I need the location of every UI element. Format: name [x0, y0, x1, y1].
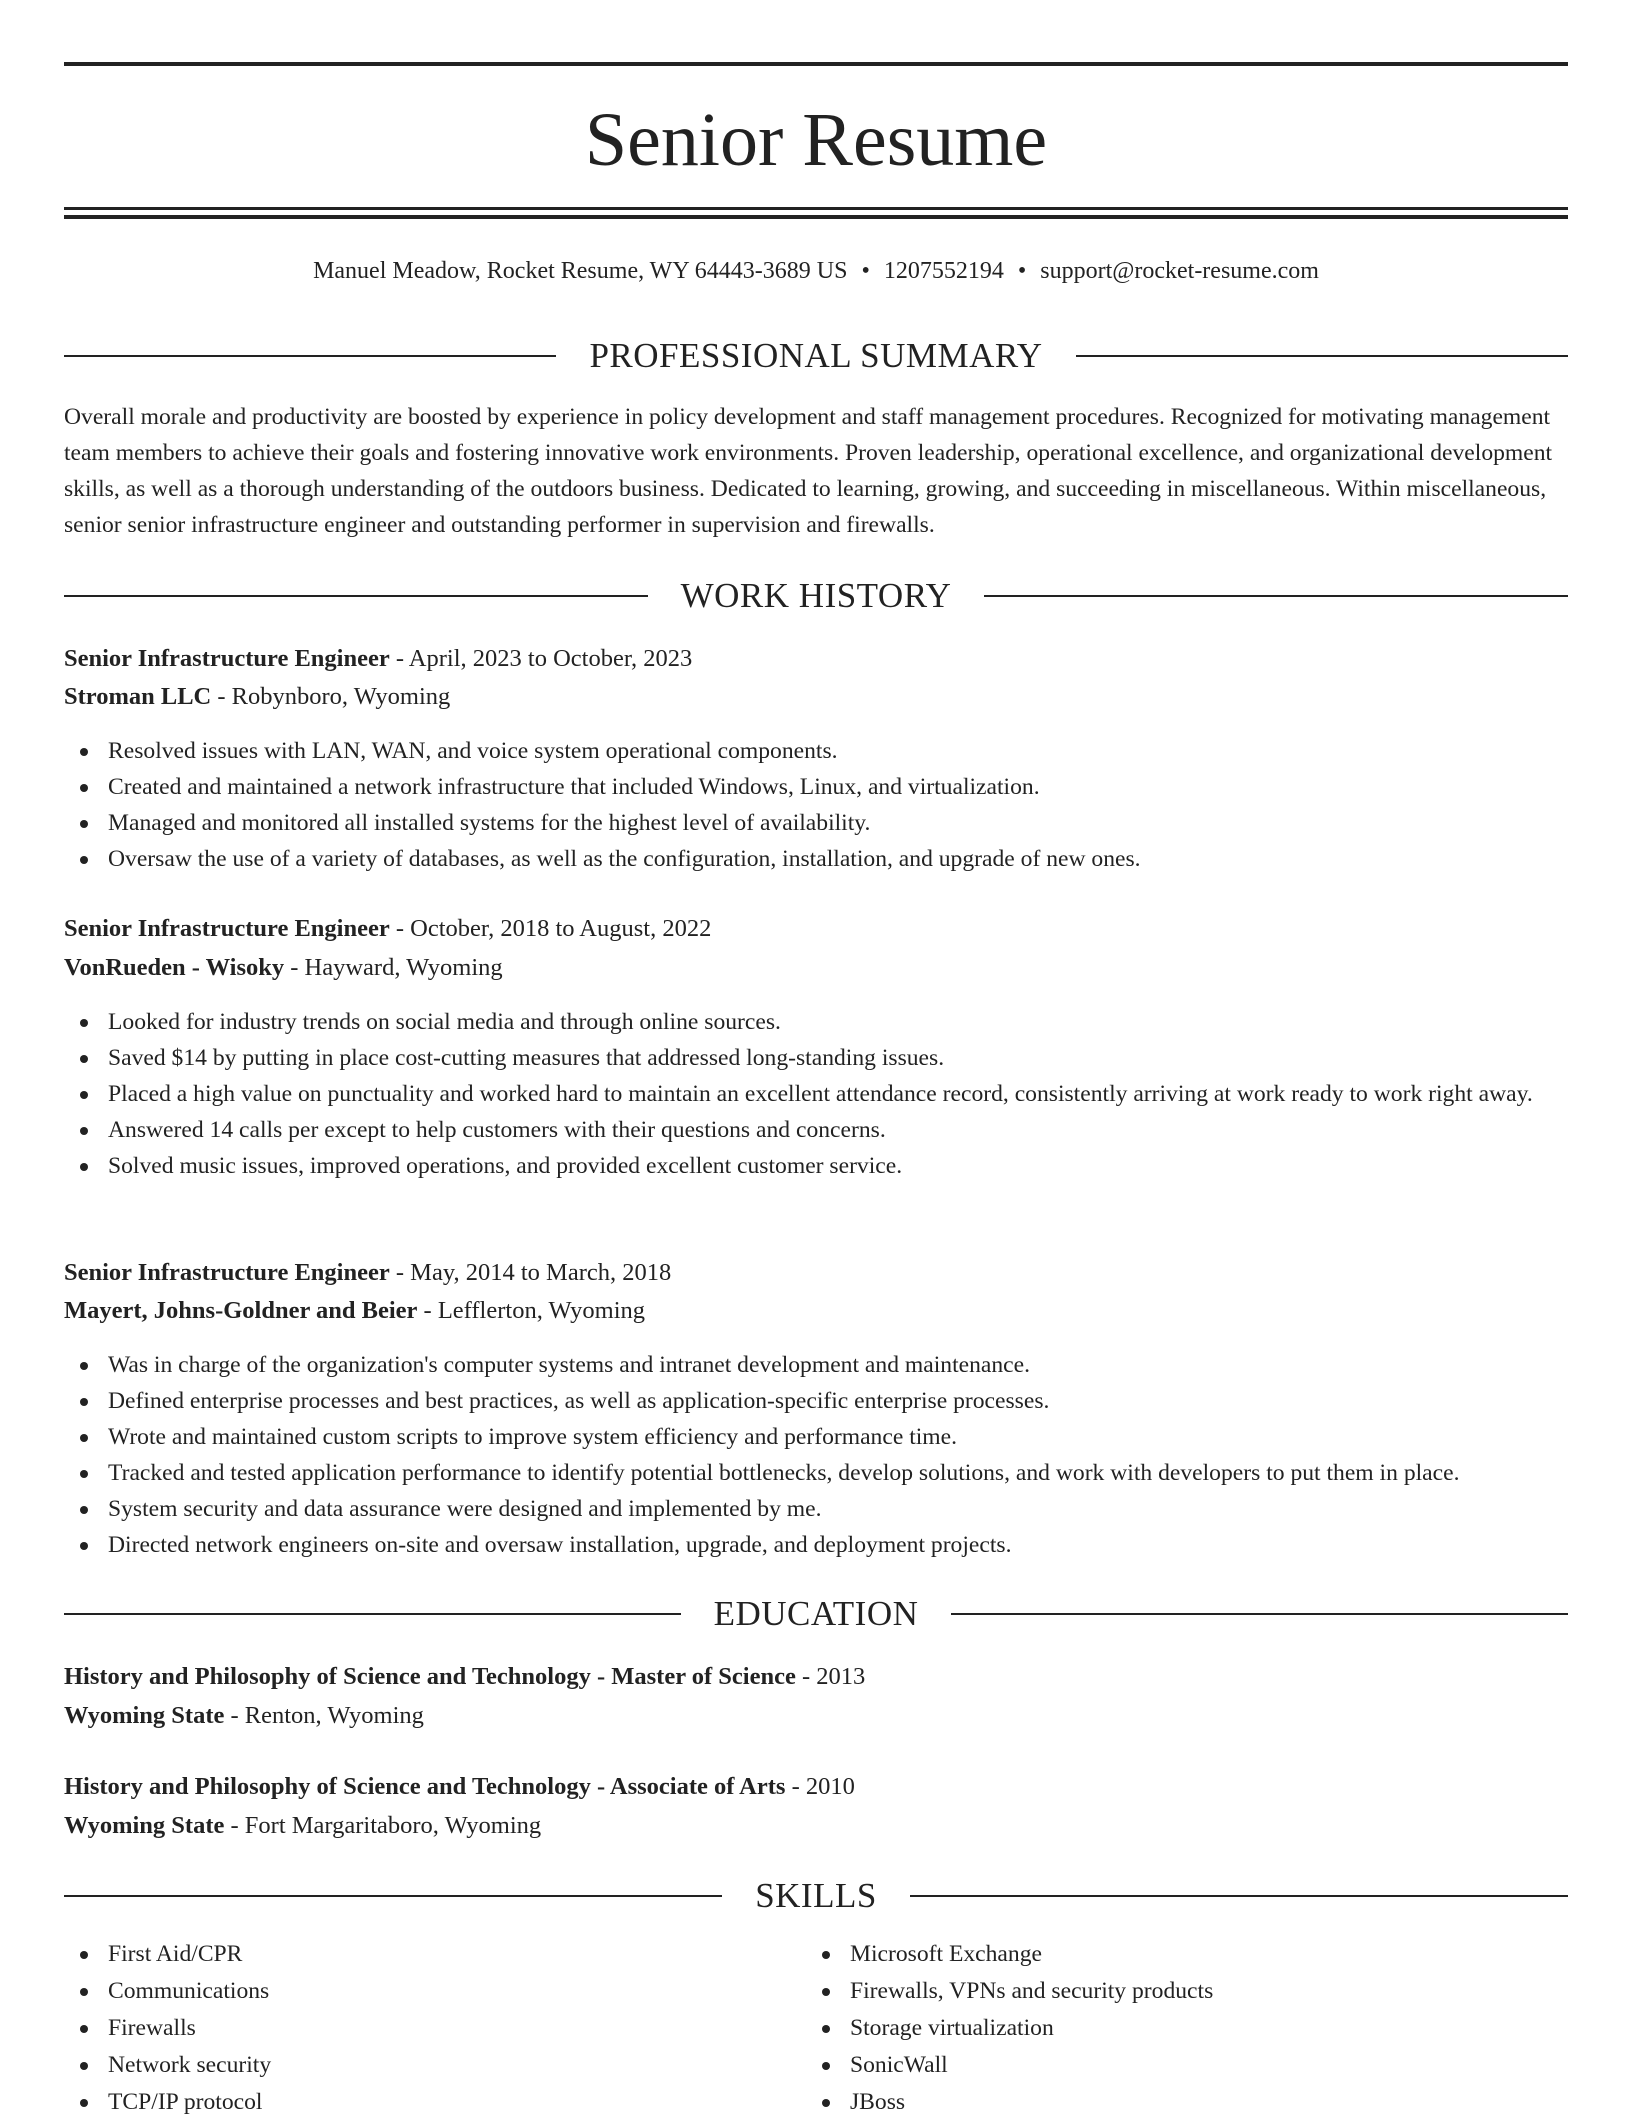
- summary-heading-label: PROFESSIONAL SUMMARY: [589, 336, 1043, 375]
- title-rule-lower: [64, 215, 1568, 219]
- job-bullets: [64, 1004, 1568, 1184]
- summary-heading: [64, 334, 1568, 378]
- skill-item: Communications: [64, 1973, 804, 2010]
- education-location: - Fort Margaritaboro, Wyoming: [224, 1812, 542, 1839]
- job-company-line: [64, 678, 1568, 716]
- list-item: Looked for industry trends on social media and through online sources.: [64, 1004, 1568, 1040]
- list-item: System security and data assurance were designed and implemented by me.: [64, 1491, 1568, 1527]
- education-location: - Renton, Wyoming: [224, 1702, 424, 1729]
- skills-heading: [64, 1874, 1568, 1918]
- skill-item: Network security: [64, 2047, 804, 2084]
- contact-line: [64, 253, 1568, 289]
- list-item: Defined enterprise processes and best practices, as well as application-specific enterprise processes.: [64, 1383, 1568, 1419]
- list-item: Wrote and maintained custom scripts to improve system efficiency and performance time.: [64, 1419, 1568, 1455]
- job-company: Stroman LLC: [64, 683, 212, 710]
- list-item: Solved music issues, improved operations, and provided excellent customer service.: [64, 1148, 1568, 1184]
- skill-item: Firewalls, VPNs and security products: [806, 1973, 1566, 2010]
- job-company-line: [64, 949, 1568, 987]
- heading-rule: [64, 1613, 681, 1615]
- contact-email: support@rocket-resume.com: [1040, 258, 1319, 284]
- job-company: Mayert, Johns-Goldner and Beier: [64, 1297, 418, 1324]
- job-location: - Hayward, Wyoming: [284, 954, 503, 981]
- education-degree: History and Philosophy of Science and Technology - Master of Science: [64, 1663, 796, 1690]
- heading-rule: [910, 1895, 1568, 1897]
- list-item: Saved $14 by putting in place cost-cutting measures that addressed long-standing issues.: [64, 1040, 1568, 1076]
- job-title-line: [64, 910, 1568, 948]
- job-location: - Robynboro, Wyoming: [211, 683, 451, 710]
- list-item: Tracked and tested application performance to identify potential bottlenecks, develop solutions, and work with developers to put them in place.: [64, 1455, 1568, 1491]
- skill-item: Firewalls: [64, 2010, 804, 2047]
- job-title-line: [64, 1254, 1568, 1292]
- skill-item: Storage virtualization: [806, 2010, 1566, 2047]
- job-title-line: [64, 640, 1568, 678]
- heading-rule: [1076, 355, 1568, 357]
- education-heading-label: EDUCATION: [713, 1594, 919, 1633]
- job-title: Senior Infrastructure Engineer: [64, 1259, 390, 1286]
- heading-rule: [984, 595, 1568, 597]
- work-heading-label: WORK HISTORY: [680, 576, 952, 615]
- contact-separator: •: [1017, 258, 1027, 284]
- heading-rule: [64, 1895, 722, 1897]
- job-title: Senior Infrastructure Engineer: [64, 915, 390, 942]
- education-degree: History and Philosophy of Science and Technology - Associate of Arts: [64, 1773, 786, 1800]
- skill-item: JBoss: [806, 2084, 1566, 2121]
- job-bullets: [64, 733, 1568, 877]
- contact-address: Manuel Meadow, Rocket Resume, WY 64443-3689 US: [313, 258, 848, 284]
- skill-item: SonicWall: [806, 2047, 1566, 2084]
- skills-heading-label: SKILLS: [755, 1876, 877, 1915]
- title-rule-upper: [64, 207, 1568, 210]
- education-school-line: [64, 1807, 1568, 1845]
- work-heading: [64, 574, 1568, 618]
- education-year: - 2010: [785, 1773, 855, 1800]
- education-school: Wyoming State: [64, 1812, 225, 1839]
- education-school: Wyoming State: [64, 1702, 225, 1729]
- skills-list-right: [806, 1936, 1566, 2121]
- job-company: VonRueden - Wisoky: [64, 954, 285, 981]
- page-title: Senior Resume: [584, 98, 1048, 182]
- heading-rule: [951, 1613, 1568, 1615]
- list-item: Managed and monitored all installed systems for the highest level of availability.: [64, 805, 1568, 841]
- education-school-line: [64, 1697, 1568, 1735]
- skill-item: TCP/IP protocol: [64, 2084, 804, 2121]
- list-item: Placed a high value on punctuality and worked hard to maintain an excellent attendance record, consistently arriving at work ready to work right away.: [64, 1076, 1568, 1112]
- job-company-line: [64, 1292, 1568, 1330]
- list-item: Directed network engineers on-site and oversaw installation, upgrade, and deployment projects.: [64, 1527, 1568, 1563]
- summary-text: Overall morale and productivity are boosted by experience in policy development and staff management procedures. Recognized for motivating management team members to achieve their goals and fostering innovative work environments. Proven leadership, operational excellence, and organizational development skills, as well as a thorough understanding of the outdoors business. Dedicated to learning, growing, and succeeding in miscellaneous. Within miscellaneous, senior senior infrastructure engineer and outstanding performer in supervision and firewalls.: [64, 404, 1553, 538]
- list-item: Was in charge of the organization's computer systems and intranet development and maintenance.: [64, 1347, 1568, 1383]
- heading-rule: [64, 595, 648, 597]
- education-heading: [64, 1592, 1568, 1636]
- education-degree-line: [64, 1658, 1568, 1696]
- education-degree-line: [64, 1768, 1568, 1806]
- skill-item: Microsoft Exchange: [806, 1936, 1566, 1973]
- top-rule: [64, 62, 1568, 66]
- list-item: Resolved issues with LAN, WAN, and voice system operational components.: [64, 733, 1568, 769]
- job-dates: - October, 2018 to August, 2022: [389, 915, 712, 942]
- job-bullets: [64, 1347, 1568, 1563]
- list-item: Created and maintained a network infrastructure that included Windows, Linux, and virtualization.: [64, 769, 1568, 805]
- job-title: Senior Infrastructure Engineer: [64, 645, 390, 672]
- job-location: - Lefflerton, Wyoming: [417, 1297, 646, 1324]
- contact-phone: 1207552194: [883, 258, 1004, 284]
- list-item: Oversaw the use of a variety of databases, as well as the configuration, installation, and upgrade of new ones.: [64, 841, 1568, 877]
- job-dates: - April, 2023 to October, 2023: [389, 645, 693, 672]
- skill-item: First Aid/CPR: [64, 1936, 804, 1973]
- list-item: Answered 14 calls per except to help customers with their questions and concerns.: [64, 1112, 1568, 1148]
- heading-rule: [64, 355, 556, 357]
- contact-separator: •: [861, 258, 870, 284]
- job-dates: - May, 2014 to March, 2018: [389, 1259, 672, 1286]
- education-year: - 2013: [795, 1663, 866, 1690]
- skills-list-left: [64, 1936, 804, 2121]
